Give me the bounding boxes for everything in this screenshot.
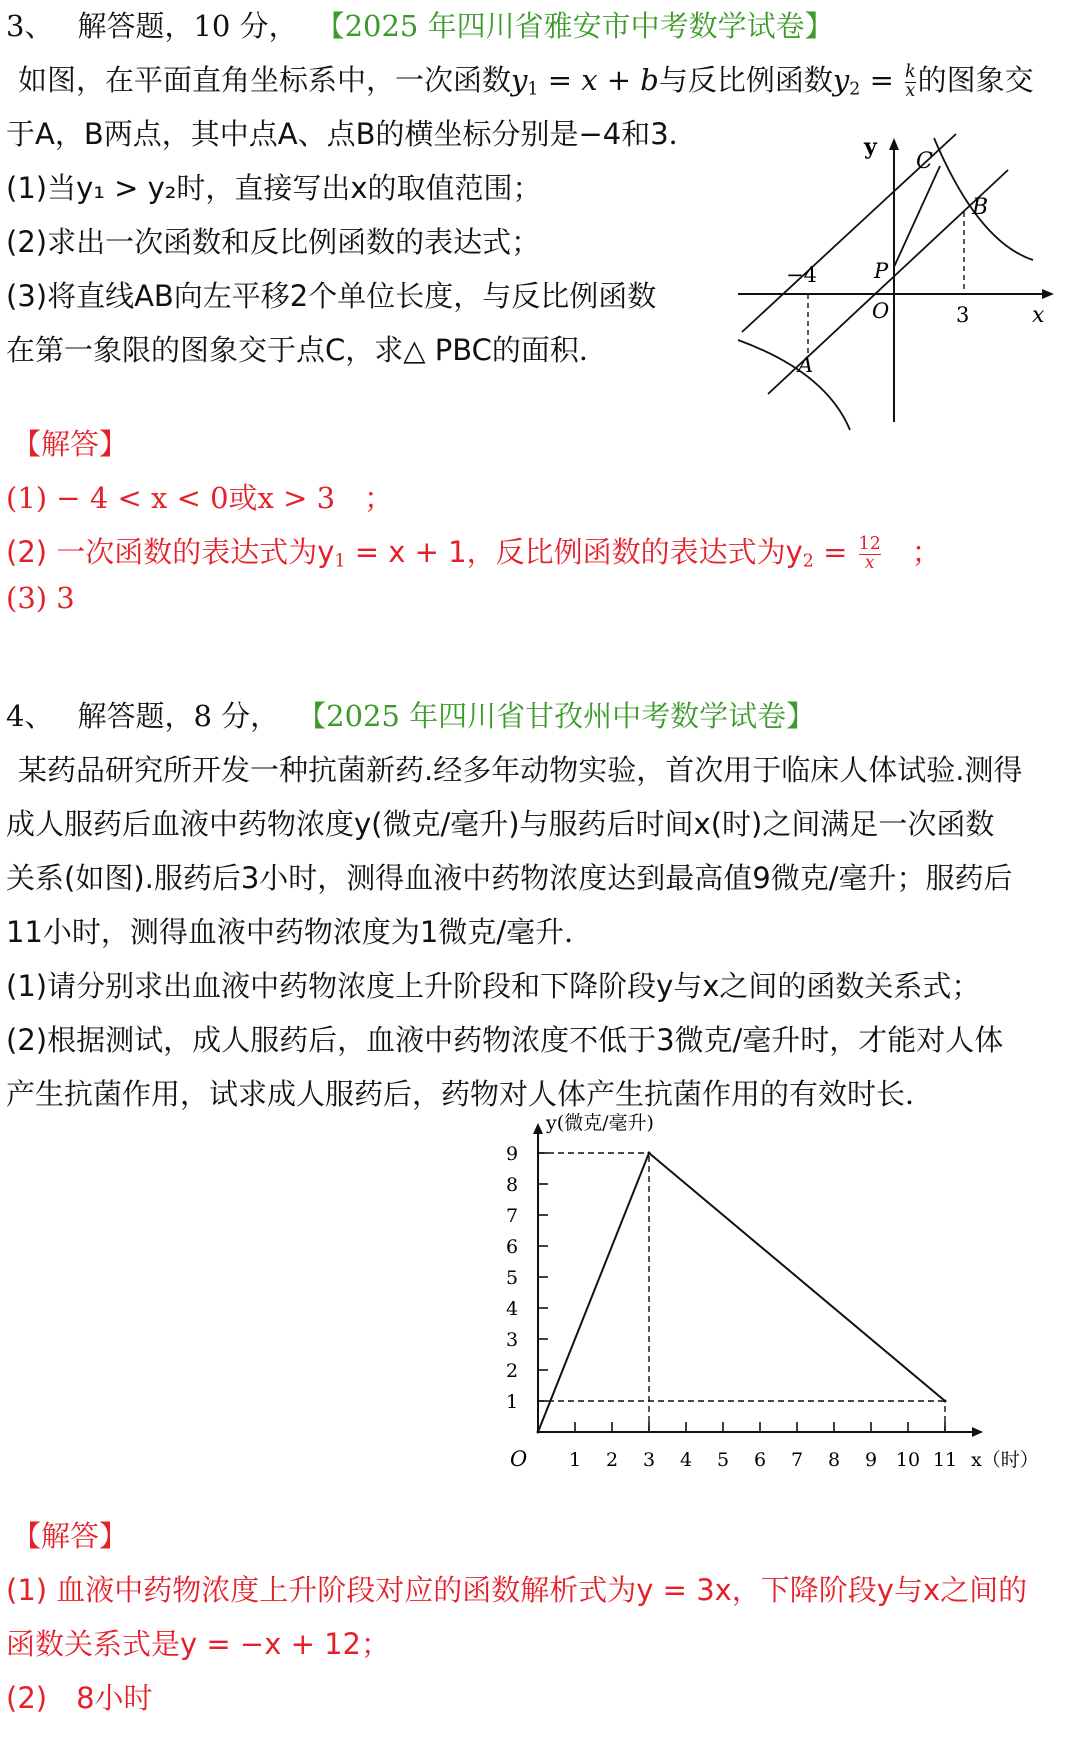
- q4-answer-label: 【解答】: [12, 1519, 129, 1553]
- q4-part-1: (1)请分别求出血液中药物浓度上升阶段和下降阶段y与x之间的函数关系式；: [6, 969, 981, 1003]
- tick-label-3: 3: [956, 303, 970, 327]
- x-tick-label: 5: [716, 1449, 730, 1471]
- frac-den: x: [864, 552, 875, 573]
- segment-pc: [894, 166, 940, 267]
- q3-header-num: 3、: [6, 9, 54, 43]
- q3-answer-2: [6, 532, 941, 581]
- ans-sub: 2: [802, 551, 814, 572]
- x-tick-label: 6: [753, 1449, 767, 1471]
- y-tick-label: 2: [505, 1360, 519, 1382]
- hyperbola-branch-3: [738, 340, 850, 430]
- ans-eq: =: [813, 535, 857, 569]
- q3-coordinate-figure: [728, 132, 1068, 432]
- x-axis-label: x: [1032, 303, 1045, 328]
- x-tick-label: 10: [895, 1449, 921, 1471]
- q3-part-3-cont: 在第一象限的图象交于点C，求△ PBC的面积．: [6, 333, 608, 367]
- q4-concentration-chart: [480, 1112, 1060, 1472]
- q3-header-source: 【2025 年四川省雅安市中考数学试卷】: [315, 9, 834, 43]
- x-tick-label: 7: [790, 1449, 804, 1471]
- q3-part-1: (1)当y₁ > y₂时，直接写出x的取值范围；: [6, 171, 542, 205]
- y-tick-label: 9: [505, 1143, 519, 1165]
- origin-label: O: [872, 299, 890, 323]
- q3-part-2: (2)求出一次函数和反比例函数的表达式；: [6, 225, 541, 259]
- y-tick-label: 3: [505, 1329, 519, 1351]
- q3-text: 与反比例函数: [658, 63, 833, 97]
- label-a: A: [798, 353, 814, 377]
- q4-para-2: 成人服药后血液中药物浓度y(微克/毫升)与服药后时间x(时)之间满足一次函数: [6, 807, 995, 841]
- q4-header-type: 解答题，8 分，: [77, 699, 280, 733]
- q4-part-2-cont: 产生抗菌作用，试求成人服药后，药物对人体产生抗菌作用的有效时长．: [6, 1077, 935, 1111]
- tick-label-neg4: −4: [786, 263, 817, 287]
- q3-header-type: 解答题，10 分，: [77, 9, 298, 43]
- x-tick-label: 9: [864, 1449, 878, 1471]
- x-tick-label: 11: [932, 1449, 958, 1471]
- q3-var: y: [511, 63, 528, 97]
- q3-fraction: [905, 64, 916, 100]
- y-axis-label: y(微克/毫升): [546, 1112, 654, 1134]
- q3-text: 的图象交: [917, 63, 1034, 97]
- q3-part-3: (3)将直线AB向左平移2个单位长度，与反比例函数: [6, 279, 657, 313]
- x-tick-label: 3: [642, 1449, 656, 1471]
- y-axis-label: y: [864, 134, 877, 160]
- origin-label: O: [510, 1447, 528, 1471]
- x-tick-label: 2: [605, 1449, 619, 1471]
- ans-text: (2) 一次函数的表达式为y: [6, 535, 335, 569]
- y-tick-label: 6: [505, 1236, 519, 1258]
- label-c: C: [916, 149, 933, 174]
- y-tick-label: 5: [505, 1267, 519, 1289]
- ans-sub: 1: [334, 551, 346, 572]
- y-axis-arrow: [889, 138, 899, 150]
- q4-para-4: 11小时，测得血液中药物浓度为1微克/毫升．: [6, 915, 594, 949]
- q4-header: [6, 696, 815, 736]
- ans-fraction: [859, 536, 881, 572]
- q3-answer-1: (1) − 4 < x < 0或x > 3 ；: [6, 481, 394, 515]
- x-tick-label: 8: [827, 1449, 841, 1471]
- y-tick-label: 7: [505, 1205, 519, 1227]
- ans-text: ；: [882, 535, 941, 569]
- q4-answer-1-cont: 函数关系式是y = −x + 12；: [6, 1627, 390, 1661]
- q4-header-num: 4、: [6, 699, 54, 733]
- chart-layer: [506, 1112, 1039, 1471]
- y-tick-label: 4: [505, 1298, 519, 1320]
- q3-para-2: 于A，B两点，其中点A、点B的横坐标分别是−4和3．: [6, 117, 698, 151]
- frac-num: k: [905, 62, 916, 83]
- ans-text: = x + 1，反比例函数的表达式为y: [345, 535, 803, 569]
- label-p: P: [874, 259, 889, 283]
- data-point: [944, 1400, 947, 1403]
- q4-part-2: (2)根据测试，成人服药后，血液中药物浓度不低于3微克/毫升时，才能对人体: [6, 1023, 1004, 1057]
- q3-eq: = x + b: [538, 63, 659, 97]
- y-tick-label: 1: [505, 1391, 519, 1413]
- q3-var: y: [832, 63, 850, 97]
- q3-text: 如图，在平面直角坐标系中，一次函数: [18, 63, 512, 97]
- q3-answer-label: 【解答】: [12, 427, 129, 461]
- q4-para-3: 关系(如图).服药后3小时，测得血液中药物浓度达到最高值9微克/毫升；服药后: [6, 861, 1013, 895]
- q3-header: [6, 6, 834, 46]
- x-tick-label: 4: [679, 1449, 693, 1471]
- label-b: B: [972, 195, 989, 220]
- x-axis-arrow: [972, 1427, 983, 1437]
- q4-para-1: 某药品研究所开发一种抗菌新药.经多年动物实验，首次用于临床人体试验.测得: [18, 753, 1023, 787]
- x-axis-label: x（时）: [971, 1449, 1039, 1471]
- y-tick-label: 8: [505, 1174, 519, 1196]
- frac-num: 12: [858, 534, 881, 555]
- q3-answer-3: (3) 3: [6, 581, 75, 615]
- y-axis-arrow: [533, 1123, 543, 1134]
- q3-eq: =: [860, 63, 904, 97]
- q4-answer-1: (1) 血液中药物浓度上升阶段对应的函数解析式为y = 3x，下降阶段y与x之间的: [6, 1573, 1028, 1607]
- x-tick-label: 1: [568, 1449, 582, 1471]
- frac-den: x: [905, 80, 916, 101]
- q4-answer-2: (2) 8小时: [6, 1681, 153, 1715]
- q3-sub: 2: [849, 79, 861, 100]
- data-point: [537, 1431, 540, 1434]
- data-point: [648, 1152, 651, 1155]
- q3-sub: 1: [527, 79, 539, 100]
- concentration-series-line: [538, 1153, 945, 1432]
- q3-para-1: [18, 60, 1034, 109]
- q4-header-source: 【2025 年四川省甘孜州中考数学试卷】: [297, 699, 816, 733]
- x-axis-arrow: [1042, 289, 1054, 299]
